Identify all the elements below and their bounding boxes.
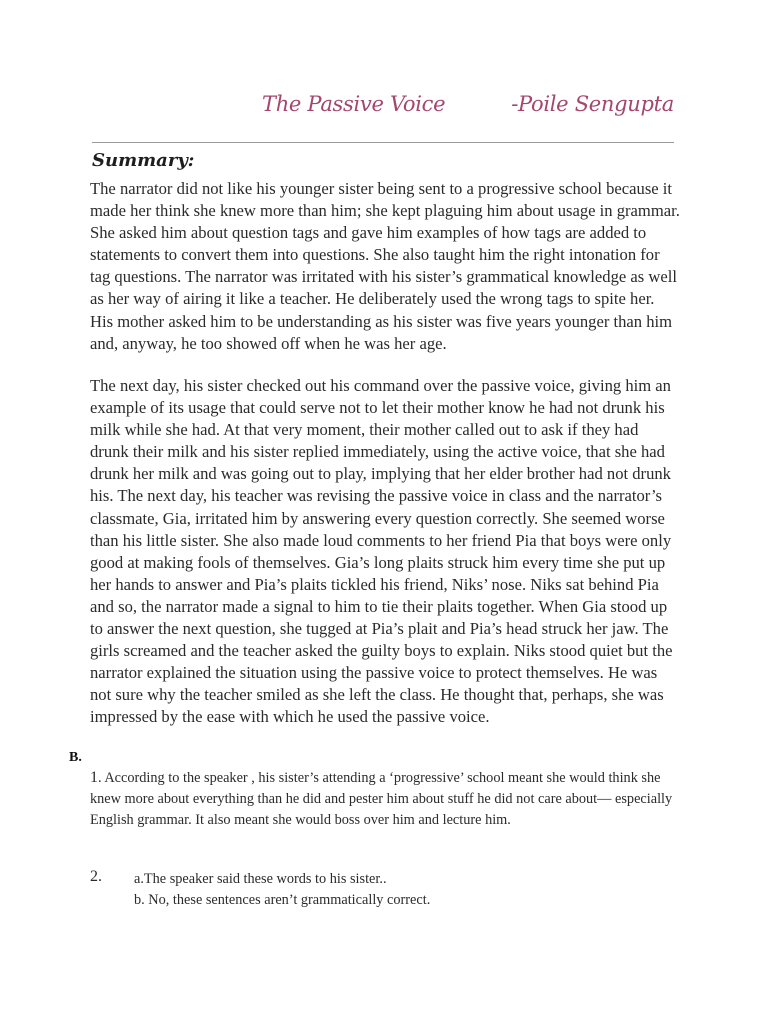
summary-paragraph-2: The next day, his sister checked out his command over the passive voice, giving him an example of its usage that could serve not to let their mother know he had not drunk his milk while she had. At that very moment, their mother called out to ask if they had drunk their milk and his sister replied immediately, using the active voice, that she had drunk her milk and was going out to play, implying that her elder brother had not drunk his. The next day, his teacher was revising the passive voice in class and the narrator’s classmate, Gia, irritated him by answering every question correctly. She seemed worse than his little sister. She also made loud comments to her friend Pia that boys were only good at making fools of themselves. Gia’s long plaits struck him every time she put up her hands to answer and Pia’s plaits tickled his friend, Niks’ nose. Niks sat behind Pia and so, the narrator made a signal to him to tie their plaits together. When Gia stood up to answer the next question, she tugged at Pia’s plait and Pia’s head struck her jaw. The girls screamed and the teacher asked the guilty boys to explain. Niks stood quiet but the narrator explained the situation using the passive voice to protect themselves. He was not sure why the teacher smiled as she left the class. He thought that, perhaps, she was impressed by the ease with which he used the passive voice. [90, 376, 673, 727]
document-title: The Passive Voice [262, 92, 446, 116]
answer-1-number: 1 [90, 769, 98, 786]
section-b-label: B. [69, 750, 82, 765]
summary-paragraph-1: The narrator did not like his younger sister being sent to a progressive school because it made her think she knew more than him; she kept plaguing him about usage in grammar. She asked him about question tags and gave him examples of how tags are added to statements to convert them into questions. She also taught him the right intonation for tag questions. The narrator was irritated with his sister’s grammatical knowledge as well as her way of airing it like a teacher. He deliberately used the wrong tags to spite her. His mother asked him to be understanding as his sister was five years younger than him and, anyway, he too showed off when he was her age. [90, 179, 680, 353]
answer-2-part-a: a.The speaker said these words to his sister.. [134, 871, 387, 887]
answer-1 [90, 767, 680, 831]
document-author: -Poile Sengupta [511, 92, 674, 116]
summary-heading: Summary: [92, 150, 195, 171]
answer-2-number: 2. [90, 868, 102, 885]
answer-1-text: . According to the speaker , his sister’s attending a ‘progressive’ school meant she would think she knew more about everything than he did and pester him about stuff he did not care about— especially English grammar. It also meant she would boss over him and lecture him. [90, 770, 673, 828]
title-divider [92, 142, 674, 143]
answer-2-part-b: b. No, these sentences aren’t grammatically correct. [134, 892, 431, 908]
title-row [0, 92, 768, 126]
